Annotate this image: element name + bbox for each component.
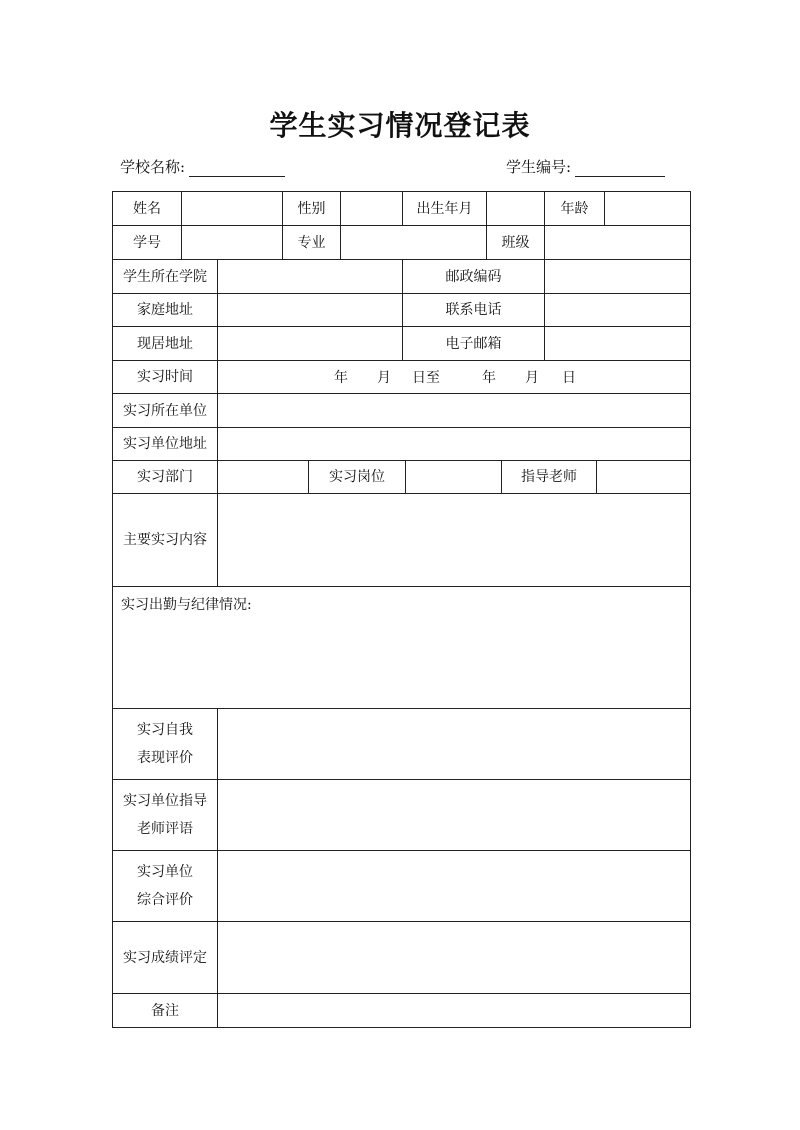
row-intern-time	[113, 361, 690, 394]
student-id-value-cell[interactable]	[182, 226, 283, 259]
age-value-cell[interactable]	[605, 192, 692, 225]
self-eval-value-cell[interactable]	[218, 709, 692, 779]
mentor-comment-label	[113, 780, 218, 850]
company-address-label: 实习单位地址	[113, 428, 218, 460]
registration-table	[112, 191, 691, 1028]
attendance-area[interactable]	[113, 587, 692, 708]
row-self-eval	[113, 709, 690, 780]
college-label: 学生所在学院	[113, 260, 218, 293]
gender-value-cell[interactable]	[341, 192, 403, 225]
college-value-cell[interactable]	[218, 260, 403, 293]
row-department	[113, 461, 690, 494]
email-value-cell[interactable]	[545, 327, 692, 360]
major-label: 专业	[283, 226, 341, 259]
school-name-field	[120, 156, 285, 177]
company-eval-label-line1: 实习单位	[137, 864, 193, 880]
advisor-value-cell[interactable]	[597, 461, 692, 493]
row-grade	[113, 922, 690, 994]
attendance-label: 实习出勤与纪律情况:	[121, 597, 252, 613]
row-mentor-comment	[113, 780, 690, 851]
class-label: 班级	[487, 226, 545, 259]
postcode-label: 邮政编码	[403, 260, 545, 293]
date-day-end: 日	[562, 370, 576, 386]
row-company-address	[113, 428, 690, 461]
date-year-end: 年	[482, 370, 496, 386]
mentor-comment-value-cell[interactable]	[218, 780, 692, 850]
self-eval-label	[113, 709, 218, 779]
birth-value-cell[interactable]	[487, 192, 545, 225]
department-label: 实习部门	[113, 461, 218, 493]
age-label: 年龄	[545, 192, 605, 225]
school-name-label: 学校名称:	[120, 158, 186, 176]
main-content-label: 主要实习内容	[113, 494, 218, 586]
department-value-cell[interactable]	[218, 461, 309, 493]
company-address-value-cell[interactable]	[218, 428, 692, 460]
email-label: 电子邮箱	[403, 327, 545, 360]
main-content-value-cell[interactable]	[218, 494, 692, 586]
remarks-label: 备注	[113, 994, 218, 1027]
date-month-end: 月	[525, 370, 539, 386]
date-month-start: 月	[377, 370, 391, 386]
intern-company-label: 实习所在单位	[113, 394, 218, 427]
name-label: 姓名	[113, 192, 182, 225]
current-address-value-cell[interactable]	[218, 327, 403, 360]
student-number-field	[506, 156, 665, 177]
date-day-to: 日至	[412, 370, 440, 386]
student-id-label: 学号	[113, 226, 182, 259]
phone-value-cell[interactable]	[545, 294, 692, 326]
postcode-value-cell[interactable]	[545, 260, 692, 293]
row-company-eval	[113, 851, 690, 922]
row-attendance	[113, 587, 690, 709]
mentor-comment-label-line2: 老师评语	[137, 821, 193, 837]
name-value-cell[interactable]	[182, 192, 283, 225]
grade-value-cell[interactable]	[218, 922, 692, 993]
student-number-blank[interactable]	[575, 158, 665, 177]
class-value-cell[interactable]	[545, 226, 692, 259]
self-eval-label-line2: 表现评价	[137, 750, 193, 766]
remarks-value-cell[interactable]	[218, 994, 692, 1027]
major-value-cell[interactable]	[341, 226, 487, 259]
gender-label: 性别	[283, 192, 341, 225]
row-college	[113, 260, 690, 294]
home-address-label: 家庭地址	[113, 294, 218, 326]
home-address-value-cell[interactable]	[218, 294, 403, 326]
row-current-address	[113, 327, 690, 361]
student-number-label: 学生编号:	[506, 158, 572, 176]
current-address-label: 现居地址	[113, 327, 218, 360]
company-eval-label-line2: 综合评价	[137, 892, 193, 908]
company-eval-value-cell[interactable]	[218, 851, 692, 921]
row-remarks	[113, 994, 690, 1027]
row-basic-info	[113, 192, 690, 226]
form-title: 学生实习情况登记表	[269, 109, 531, 142]
intern-time-value-cell[interactable]	[218, 361, 692, 393]
self-eval-label-line1: 实习自我	[137, 722, 193, 738]
intern-time-label: 实习时间	[113, 361, 218, 393]
row-study-info	[113, 226, 690, 260]
birth-label: 出生年月	[403, 192, 487, 225]
company-eval-label	[113, 851, 218, 921]
intern-company-value-cell[interactable]	[218, 394, 692, 427]
school-name-blank[interactable]	[189, 158, 285, 177]
phone-label: 联系电话	[403, 294, 545, 326]
position-label: 实习岗位	[309, 461, 406, 493]
row-home-address	[113, 294, 690, 327]
date-year-start: 年	[334, 370, 348, 386]
mentor-comment-label-line1: 实习单位指导	[123, 793, 207, 809]
row-main-content	[113, 494, 690, 587]
grade-label: 实习成绩评定	[113, 922, 218, 993]
advisor-label: 指导老师	[502, 461, 597, 493]
position-value-cell[interactable]	[406, 461, 502, 493]
row-intern-company	[113, 394, 690, 428]
